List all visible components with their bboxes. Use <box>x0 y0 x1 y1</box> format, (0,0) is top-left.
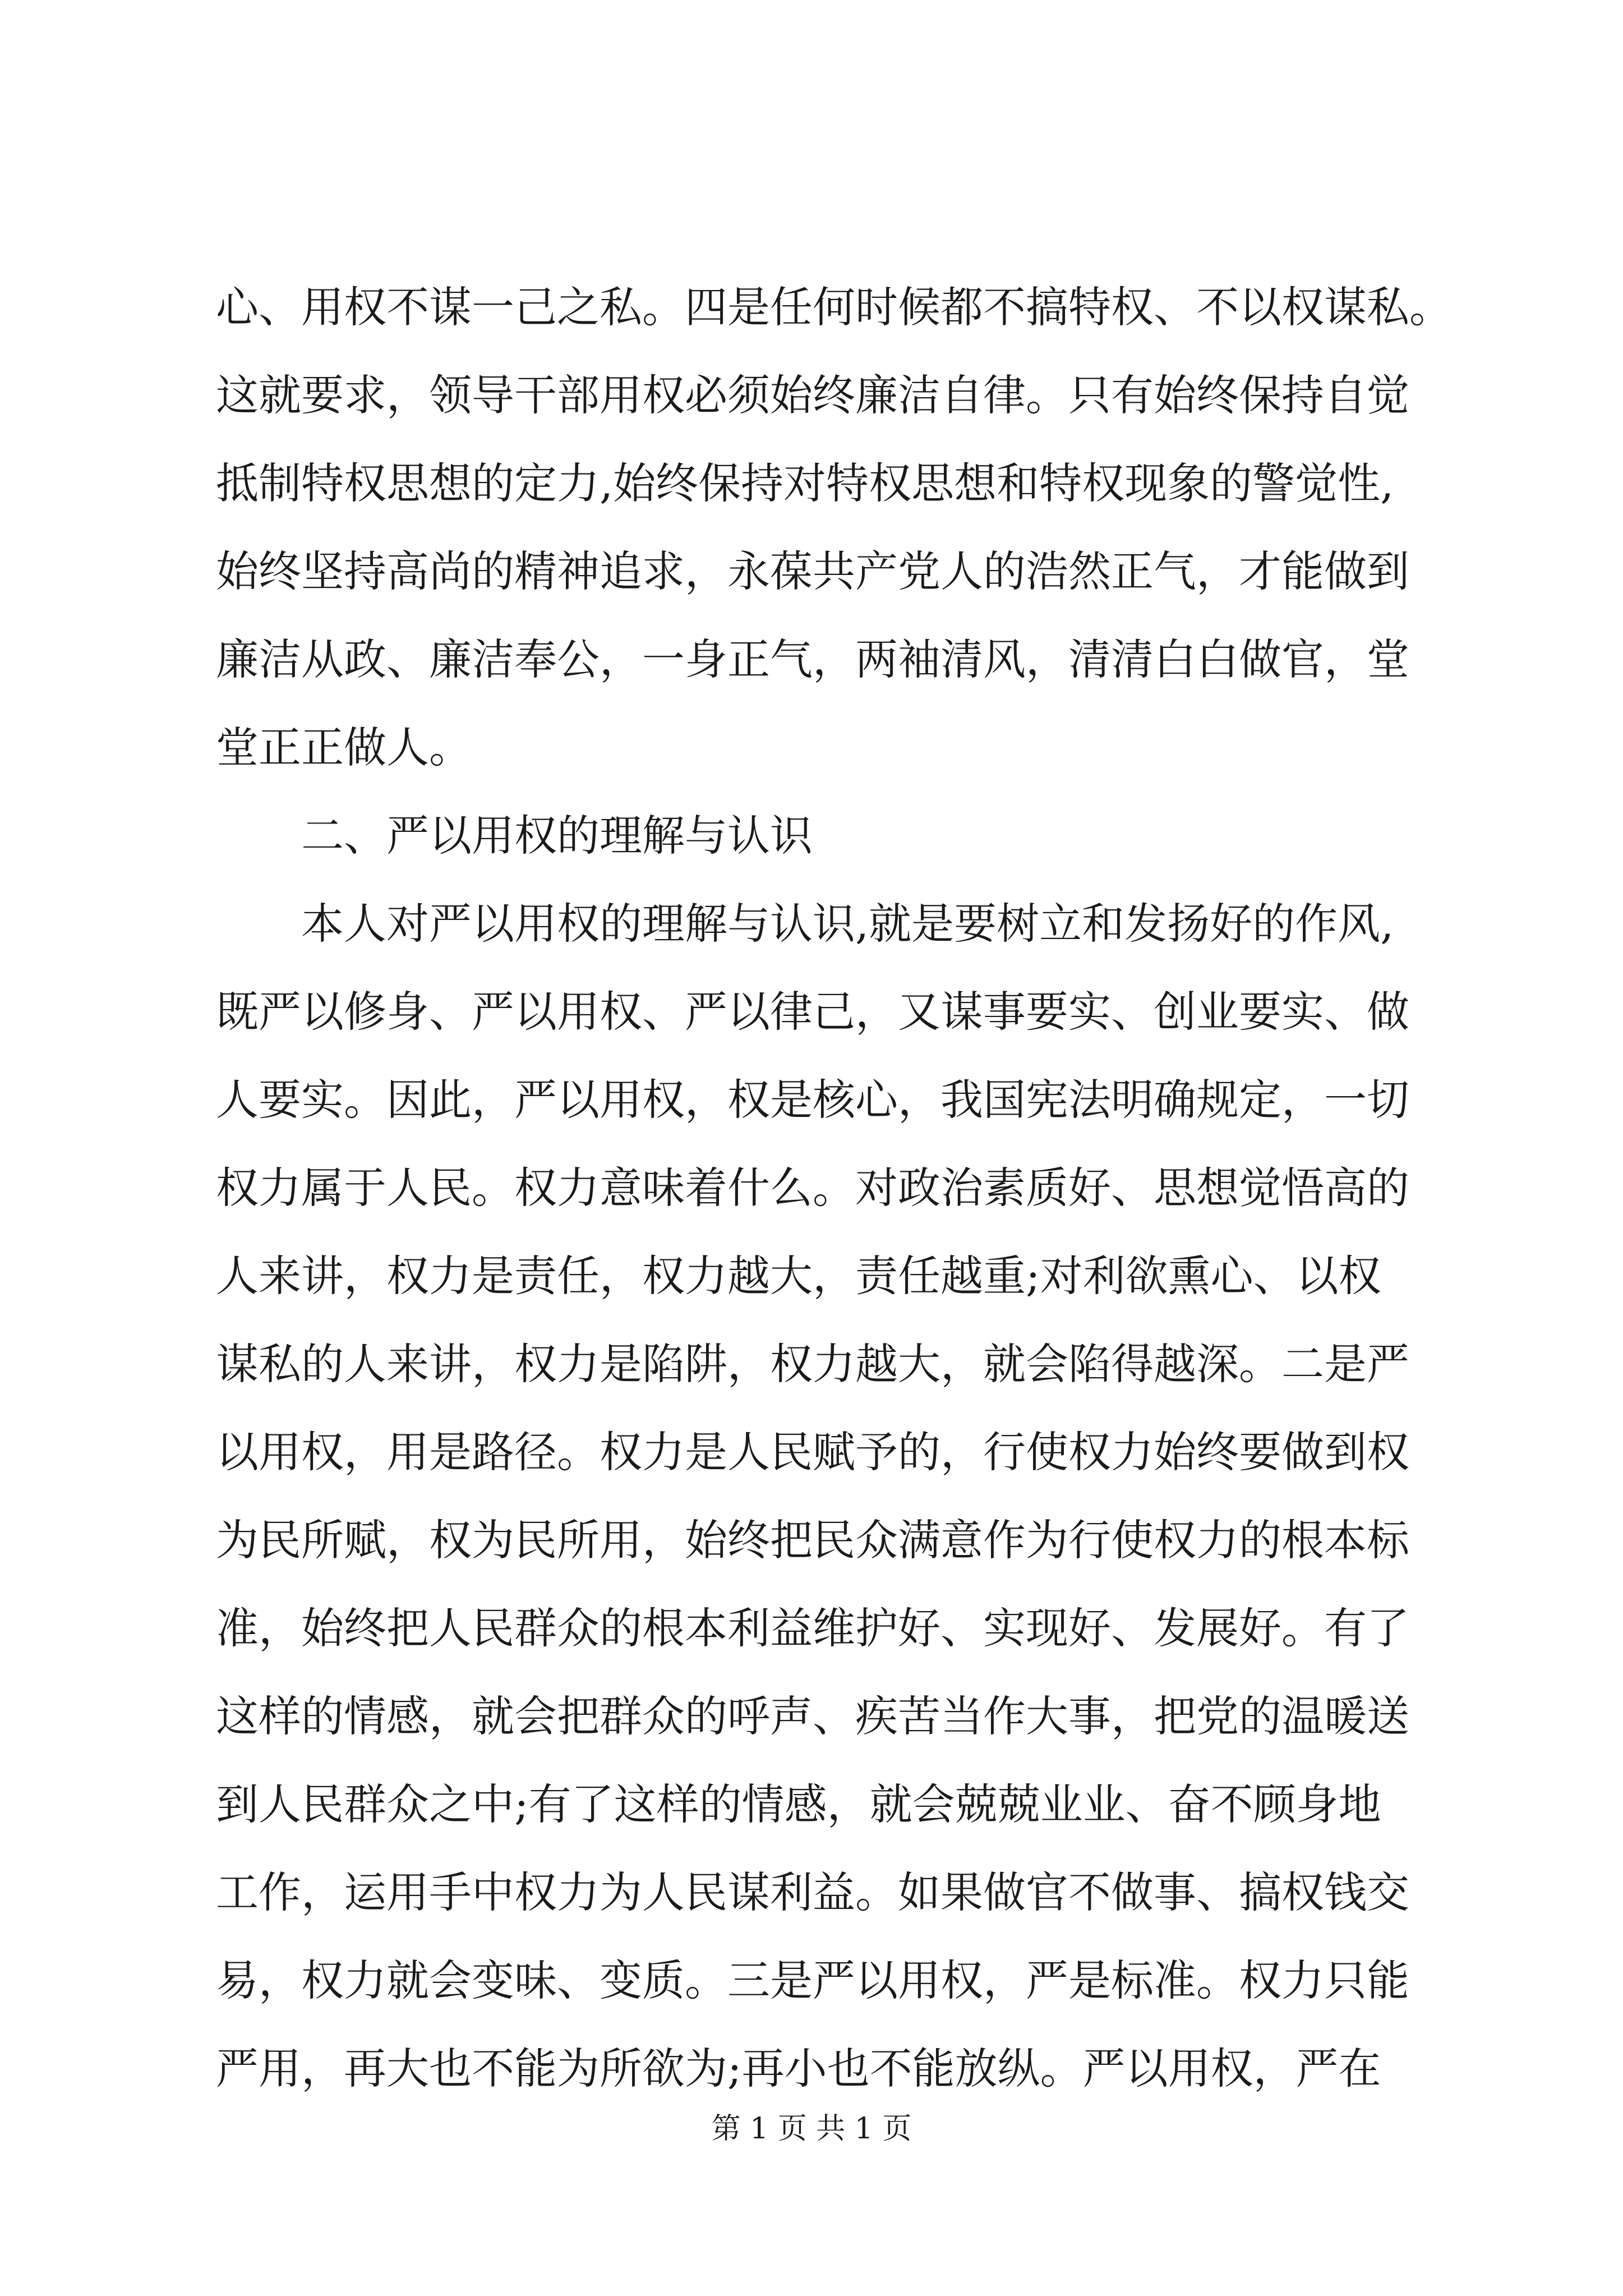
text-line: 易，权力就会变味、变质。三是严以用权，严是标准。权力只能 <box>216 1955 1409 2005</box>
text-line: 准，始终把人民群众的根本利益维护好、实现好、发展好。有了 <box>216 1603 1409 1653</box>
text-line: 始终坚持高尚的精神追求，永葆共产党人的浩然正气，才能做到 <box>216 546 1409 596</box>
page-footer: 第 1 页 共 1 页 <box>711 2112 912 2146</box>
text-line: 这样的情感，就会把群众的呼声、疾苦当作大事，把党的温暖送 <box>216 1691 1409 1741</box>
text-line: 严用，再大也不能为所欲为;再小也不能放纵。严以用权，严在 <box>216 2044 1381 2093</box>
text-line: 既严以修身、严以用权、严以律己，又谋事要实、创业要实、做 <box>216 987 1409 1037</box>
section-heading: 二、严以用权的理解与认识 <box>301 811 813 861</box>
text-line: 人要实。因此，严以用权，权是核心，我国宪法明确规定，一切 <box>216 1075 1409 1125</box>
text-line: 工作，运用手中权力为人民谋利益。如果做官不做事、搞权钱交 <box>216 1867 1409 1917</box>
text-line: 心、用权不谋一己之私。四是任何时候都不搞特权、不以权谋私。 <box>216 282 1452 332</box>
text-line: 谋私的人来讲，权力是陷阱，权力越大，就会陷得越深。二是严 <box>216 1339 1409 1389</box>
text-line: 这就要求，领导干部用权必须始终廉洁自律。只有始终保持自觉 <box>216 370 1409 420</box>
text-line: 人来讲，权力是责任，权力越大，责任越重;对利欲熏心、以权 <box>216 1251 1381 1301</box>
text-line: 权力属于人民。权力意味着什么。对政治素质好、思想觉悟高的 <box>216 1163 1409 1213</box>
text-line: 为民所赋，权为民所用，始终把民众满意作为行使权力的根本标 <box>216 1515 1409 1565</box>
text-line: 堂正正做人。 <box>216 723 472 772</box>
text-line: 以用权，用是路径。权力是人民赋予的，行使权力始终要做到权 <box>216 1427 1409 1477</box>
text-line: 廉洁从政、廉洁奉公，一身正气，两袖清风，清清白白做官，堂 <box>216 634 1409 684</box>
text-line: 到人民群众之中;有了这样的情感，就会兢兢业业、奋不顾身地 <box>216 1779 1381 1829</box>
text-line: 抵制特权思想的定力,始终保持对特权思想和特权现象的警觉性, <box>216 458 1394 508</box>
paragraph-first-line: 本人对严以用权的理解与认识,就是要树立和发扬好的作风, <box>301 899 1394 949</box>
